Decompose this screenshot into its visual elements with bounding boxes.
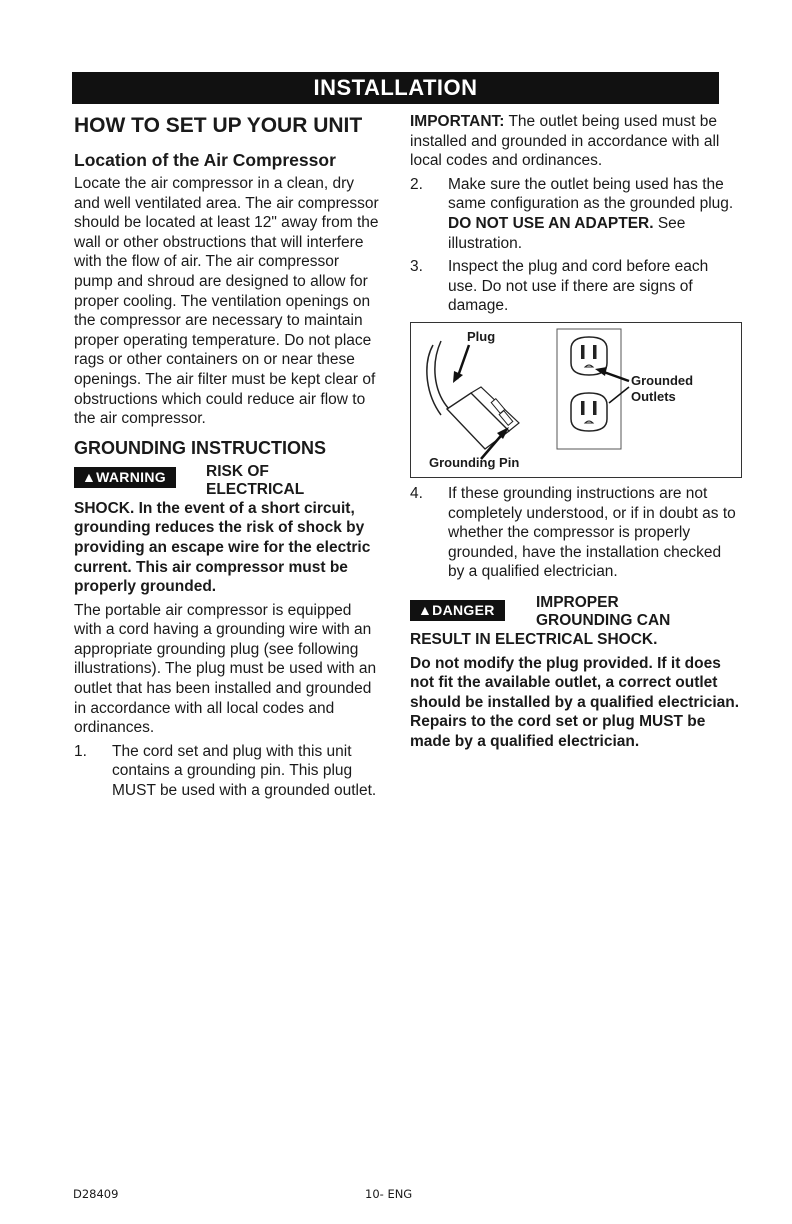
plug-outlet-illustration <box>410 322 742 478</box>
danger-title-2: GROUNDING CAN <box>536 611 671 629</box>
page-title: HOW TO SET UP YOUR UNIT <box>74 114 363 137</box>
important-text: The outlet being used must be installed and grounded in accordance with all local codes and ordinances. <box>410 113 720 170</box>
steps-list-right-2 <box>410 484 740 582</box>
danger-text: Do not modify the plug provided. If it does not fit the available outlet, a correct outlet should be installed by a qualified electrician. Repairs to the cord set or plug MUST be made by a qualified electrician. <box>410 654 740 750</box>
warning-block <box>74 463 380 499</box>
item-warning: DO NOT USE AN ADAPTER. <box>448 214 654 232</box>
important-note <box>410 112 740 171</box>
plug-label: Plug <box>467 328 496 344</box>
warning-title-2: ELECTRICAL <box>206 480 305 498</box>
list-item <box>410 175 740 253</box>
steps-list-left <box>74 742 380 801</box>
section-banner: INSTALLATION <box>72 72 719 104</box>
danger-badge: ▲DANGER <box>410 600 505 621</box>
warning-badge: ▲WARNING <box>74 467 176 488</box>
left-column <box>74 112 380 801</box>
outlets-label-2: Outlets <box>631 388 676 404</box>
warning-text: SHOCK. In the event of a short circuit, grounding reduces the risk of shock by providing an escape wire for the electric current. This air compressor must be properly grounded. <box>74 499 371 596</box>
document-number: D28409 <box>73 1187 119 1201</box>
danger-block <box>410 594 740 630</box>
grounding-text: The portable air compressor is equipped with a cord having a grounding wire with an appropriate grounding plug (see following illustrations). The plug must be used with an outlet that has been installed and grounded in accordance with all local codes and ordinances. <box>74 601 377 737</box>
item-number: 4. <box>410 484 423 502</box>
item-text: The cord set and plug with this unit contains a grounding pin. This plug MUST be used with a grounded outlet. <box>112 742 377 800</box>
danger-title-3: RESULT IN ELECTRICAL SHOCK. <box>410 630 658 648</box>
right-column <box>410 112 740 751</box>
location-text: Locate the air compressor in a clean, dry and well ventilated area. The air compressor should be located at least 12" away from the wall or other obstructions that will interfere with the flow of air. The air compressor pump and shroud are designed to allow for proper cooling. The ventilation openings on the compressor are necessary to maintain proper operating temperature. Do not place rags or other containers on or near these openings. The air filter must be kept clear of obstructions which could reduce air flow to the air compressor. <box>74 175 379 428</box>
important-label: IMPORTANT: <box>410 113 505 130</box>
steps-list-right <box>410 175 740 316</box>
plug-drawing <box>411 323 741 477</box>
grounding-pin-label: Grounding Pin <box>429 454 520 470</box>
item-text: If these grounding instructions are not completely understood, or if in doubt as to whether the compressor is properly grounded, have the installation checked by a qualified electrician. <box>448 484 736 581</box>
list-item <box>74 742 380 801</box>
list-item <box>410 257 740 316</box>
item-text: Make sure the outlet being used has the same configuration as the grounded plug. <box>448 175 734 213</box>
page-number: 10- ENG <box>365 1187 413 1201</box>
item-number: 1. <box>74 742 87 760</box>
item-number: 2. <box>410 175 423 193</box>
warning-title-1: RISK OF <box>206 462 269 480</box>
item-text-tail: See illustration. <box>448 214 686 252</box>
location-heading: Location of the Air Compressor <box>74 150 336 170</box>
list-item <box>410 484 740 582</box>
grounding-heading: GROUNDING INSTRUCTIONS <box>74 437 326 458</box>
danger-title-1: IMPROPER <box>536 593 619 611</box>
item-text: Inspect the plug and cord before each use. Do not use if there are signs of damage. <box>448 258 709 315</box>
outlets-label-1: Grounded <box>631 372 694 388</box>
item-number: 3. <box>410 258 423 276</box>
